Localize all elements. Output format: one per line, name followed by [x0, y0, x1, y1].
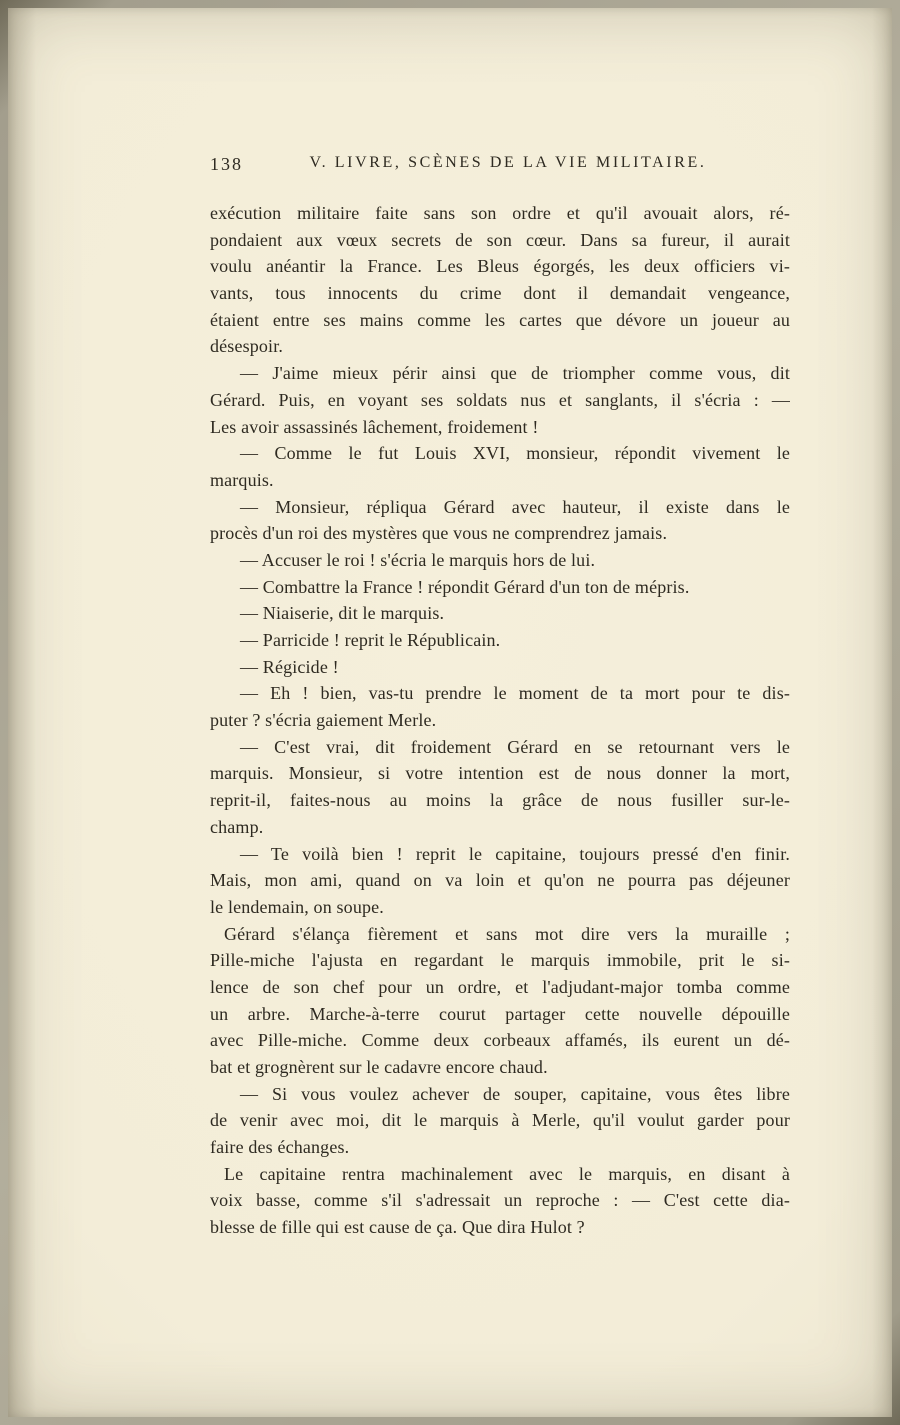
paragraph [210, 654, 790, 681]
text-line: — Eh ! bien, vas-tu prendre le moment de ta mort pour te dis- [240, 683, 790, 704]
paragraph [210, 200, 790, 360]
paragraph [210, 680, 790, 733]
text-line: de venir avec moi, dit le marquis à Merle, qu'il voulut garder pour [210, 1110, 790, 1131]
page-number: 138 [210, 154, 243, 174]
text-line: — C'est vrai, dit froidement Gérard en se retournant vers le [240, 736, 790, 757]
text-line: — Monsieur, répliqua Gérard avec hauteur, il existe dans le [240, 496, 790, 517]
text-line: reprit-il, faites-nous au moins la grâce de nous fusiller sur-le- [210, 790, 790, 811]
paragraph [210, 734, 790, 841]
paragraph [210, 627, 790, 654]
text-line: voulu anéantir la France. Les Bleus égorgés, les deux officiers vi- [210, 256, 790, 277]
text-line: Gérard. Puis, en voyant ses soldats nus et sanglants, il s'écria : — [210, 389, 790, 410]
text-line: Pille-miche l'ajusta en regardant le marquis immobile, prit le si- [210, 950, 790, 971]
text-line: — Parricide ! reprit le Républicain. [240, 630, 501, 650]
paragraph [210, 600, 790, 627]
text-line: Les avoir assassinés lâchement, froidement ! [210, 416, 539, 437]
text-line: — Si vous voulez achever de souper, capitaine, vous êtes libre [240, 1083, 790, 1104]
text-line: procès d'un roi des mystères que vous ne comprendrez jamais. [210, 523, 668, 544]
text-line: bat et grognèrent sur le cadavre encore chaud. [210, 1057, 548, 1077]
paragraph [210, 547, 790, 574]
text-line: un arbre. Marche-à-terre courut partager cette nouvelle dépouille [210, 1003, 790, 1024]
text-line: marquis. [210, 469, 274, 490]
text-line: — Accuser le roi ! s'écria le marquis hors de lui. [240, 549, 596, 570]
page-header [210, 154, 790, 181]
text-line: — Régicide ! [240, 656, 339, 677]
text-line: — J'aime mieux périr ainsi que de triompher comme vous, dit [240, 363, 790, 384]
text-line: — Comme le fut Louis XVI, monsieur, répondit vivement le [240, 443, 790, 464]
text-line: faire des échanges. [210, 1137, 350, 1158]
paragraph [210, 574, 790, 601]
text-line: champ. [210, 816, 264, 837]
text-line: marquis. Monsieur, si votre intention est de nous donner la mort, [210, 763, 790, 784]
paragraph [210, 360, 790, 440]
text-line: exécution militaire faite sans son ordre et qu'il avouait alors, ré- [210, 203, 790, 223]
text-line: Mais, mon ami, quand on va loin et qu'on ne pourra pas déjeuner [210, 870, 790, 891]
text-line: — Combattre la France ! répondit Gérard d'un ton de mépris. [240, 576, 690, 597]
paragraph [210, 494, 790, 547]
paragraph [210, 1161, 790, 1241]
body-text [210, 200, 790, 1241]
text-line: voix basse, comme s'il s'adressait un reproche : — C'est cette dia- [210, 1190, 790, 1211]
running-header: V. LIVRE, SCÈNES DE LA VIE MILITAIRE. [309, 154, 707, 171]
text-line: lence de son chef pour un ordre, et l'adjudant-major tomba comme [210, 976, 790, 997]
text-line: pondaient aux vœux secrets de son cœur. Dans sa fureur, il aurait [210, 229, 790, 250]
text-line: — Niaiserie, dit le marquis. [240, 603, 445, 624]
paragraph [210, 841, 790, 921]
text-line: Le capitaine rentra machinalement avec le marquis, en disant à [224, 1163, 790, 1184]
text-line: vants, tous innocents du crime dont il demandait vengeance, [210, 283, 790, 304]
text-line: puter ? s'écria gaiement Merle. [210, 710, 437, 731]
text-line: — Te voilà bien ! reprit le capitaine, toujours pressé d'en finir. [240, 843, 790, 864]
paragraph [210, 440, 790, 493]
text-line: avec Pille-miche. Comme deux corbeaux affamés, ils eurent un dé- [210, 1030, 790, 1051]
text-line: étaient entre ses mains comme les cartes que dévore un joueur au [210, 309, 790, 330]
text-block [210, 154, 790, 1241]
text-line: le lendemain, on soupe. [210, 896, 384, 917]
text-line: désespoir. [210, 336, 283, 357]
paper [8, 8, 892, 1417]
paragraph [210, 921, 790, 1081]
text-line: blesse de fille qui est cause de ça. Que dira Hulot ? [210, 1217, 585, 1238]
text-line: Gérard s'élança fièrement et sans mot dire vers la muraille ; [224, 923, 790, 944]
paragraph [210, 1081, 790, 1161]
